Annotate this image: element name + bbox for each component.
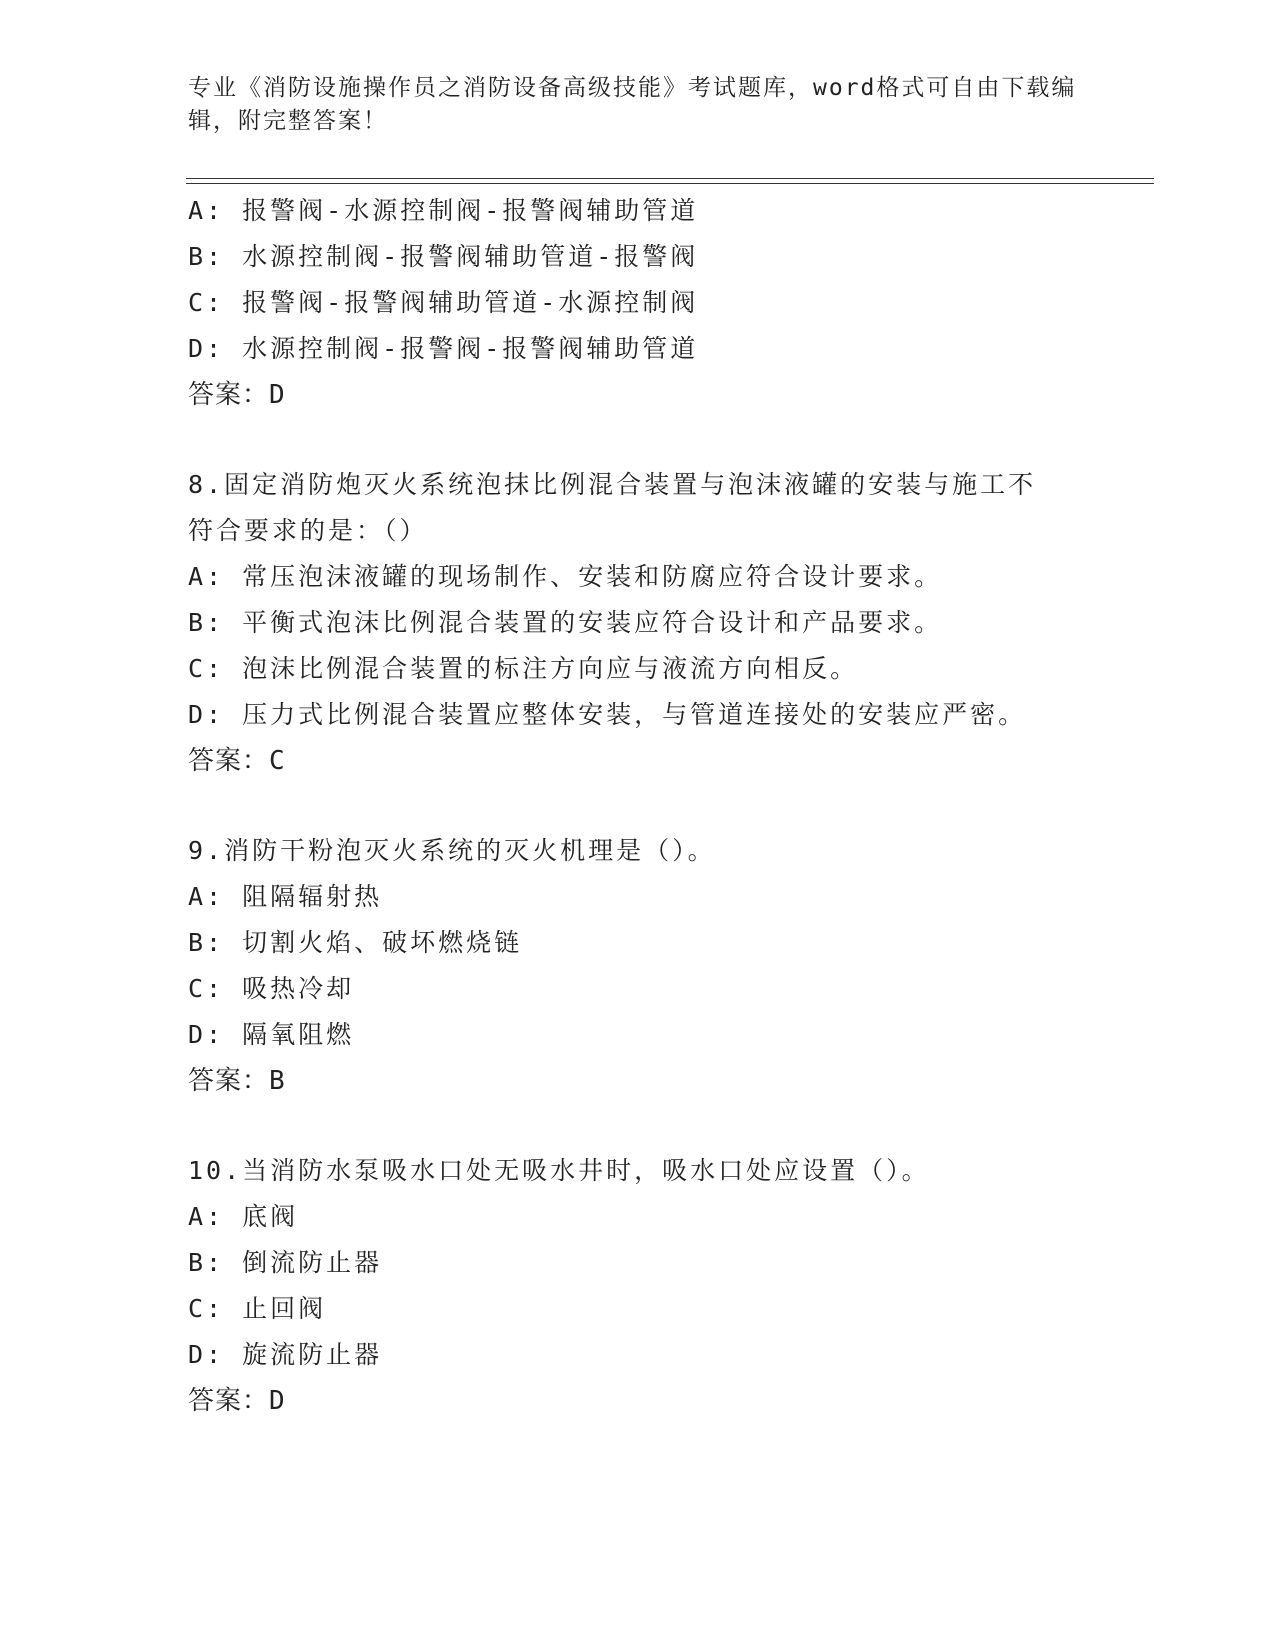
option-d: D: 旋流防止器 <box>188 1340 383 1369</box>
option-b: B: 平衡式泡沫比例混合装置的安装应符合设计和产品要求。 <box>188 608 943 637</box>
answer: 答案：B <box>188 1066 286 1096</box>
answer: 答案：C <box>188 746 286 776</box>
option-b: B: 水源控制阀-报警阀辅助管道-报警阀 <box>188 242 699 271</box>
option-b: B: 倒流防止器 <box>188 1248 383 1277</box>
header-rule-bottom <box>186 183 1154 184</box>
question-text: 9.消防干粉泡灭火系统的灭火机理是（）。 <box>188 836 716 865</box>
spacer <box>188 784 1088 828</box>
question-list <box>188 188 1088 1424</box>
question-9 <box>188 828 1088 1104</box>
answer: 答案：D <box>188 380 286 410</box>
option-c: C: 报警阀-报警阀辅助管道-水源控制阀 <box>188 288 699 317</box>
option-c: C: 止回阀 <box>188 1294 327 1323</box>
question-10 <box>188 1148 1088 1424</box>
header-rule-top <box>186 178 1154 179</box>
option-d: D: 压力式比例混合装置应整体安装，与管道连接处的安装应严密。 <box>188 700 1027 729</box>
question-text-continued: 符合要求的是：（） <box>188 516 428 545</box>
option-a: A: 阻隔辐射热 <box>188 882 383 911</box>
option-d: D: 水源控制阀-报警阀-报警阀辅助管道 <box>188 334 699 363</box>
question-7 <box>188 188 1088 418</box>
option-d: D: 隔氧阻燃 <box>188 1020 355 1049</box>
question-8 <box>188 462 1088 784</box>
answer: 答案：D <box>188 1386 286 1416</box>
option-a: A: 常压泡沫液罐的现场制作、安装和防腐应符合设计要求。 <box>188 562 943 591</box>
option-a: A: 底阀 <box>188 1202 299 1231</box>
spacer <box>188 418 1088 462</box>
document-header: 专业《消防设施操作员之消防设备高级技能》考试题库，word格式可自由下载编辑，附完整答案！ <box>188 75 1077 134</box>
spacer <box>188 1104 1088 1148</box>
question-text: 10.当消防水泵吸水口处无吸水井时，吸水口处应设置（）。 <box>188 1156 930 1185</box>
option-c: C: 泡沫比例混合装置的标注方向应与液流方向相反。 <box>188 654 859 683</box>
option-c: C: 吸热冷却 <box>188 974 355 1003</box>
option-b: B: 切割火焰、破坏燃烧链 <box>188 928 523 957</box>
option-a: A: 报警阀-水源控制阀-报警阀辅助管道 <box>188 196 699 225</box>
question-text: 8.固定消防炮灭火系统泡抹比例混合装置与泡沫液罐的安装与施工不 <box>188 470 1037 499</box>
